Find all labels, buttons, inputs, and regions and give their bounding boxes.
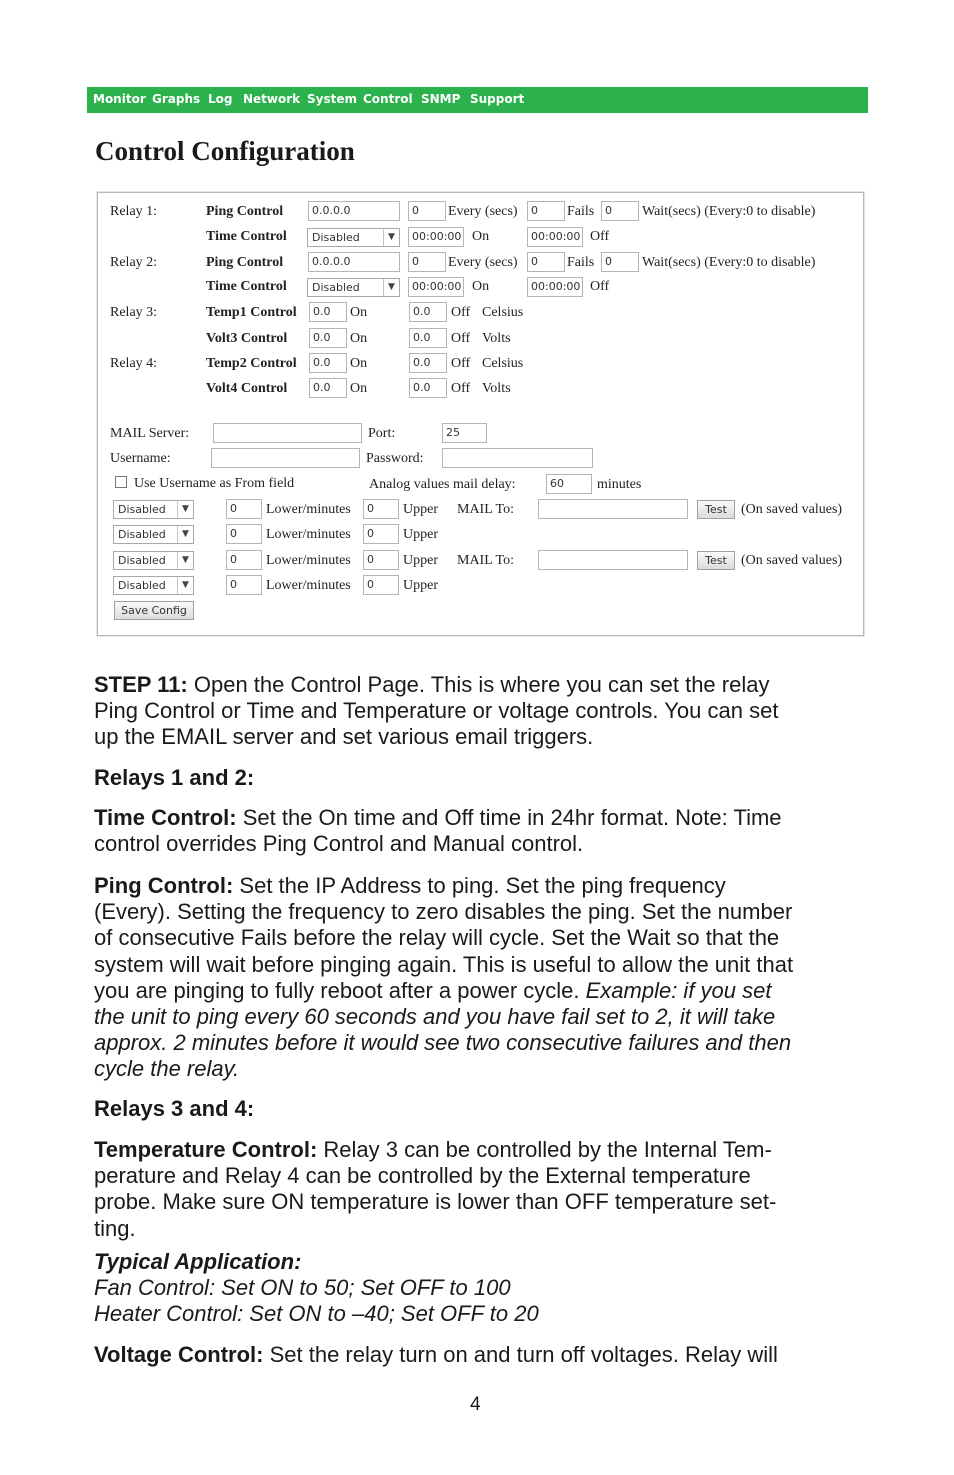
trigger1-test-button[interactable]: Test	[697, 500, 735, 519]
relay3-temp-off-input[interactable]: 0.0	[409, 302, 447, 322]
relay2-ping-every-input[interactable]: 0	[408, 252, 446, 272]
text-line: control overrides Ping Control and Manual control.	[94, 831, 584, 857]
relay3-temp-off-label: Off	[451, 305, 471, 320]
relay2-fails-label: Fails	[567, 255, 595, 270]
relay4-volt-unit: Volts	[482, 381, 511, 396]
trigger3-mode-select[interactable]	[113, 551, 194, 570]
relay1-off-time-input[interactable]: 00:00:00	[527, 227, 583, 247]
mail-server-label: MAIL Server:	[110, 426, 190, 441]
relay2-off-time-input[interactable]: 00:00:00	[527, 277, 583, 297]
text-line: perature and Relay 4 can be controlled by the External temperature	[94, 1163, 751, 1189]
trigger4-upper-input[interactable]: 0	[363, 575, 399, 595]
trigger1-lower-input[interactable]: 0	[226, 499, 262, 519]
mail-delay-input[interactable]: 60	[546, 474, 592, 494]
chevron-down-icon: ▼	[177, 577, 193, 594]
trigger4-lower-label: Lower/minutes	[266, 578, 351, 593]
relay3-volt-off-input[interactable]: 0.0	[409, 328, 447, 348]
relay2-time-mode-select[interactable]	[307, 278, 400, 297]
relay4-label: Relay 4:	[110, 356, 158, 371]
relay4-volt-off-label: Off	[451, 381, 471, 396]
relay3-volt-on-label: On	[350, 331, 368, 346]
trigger4-lower-input[interactable]: 0	[226, 575, 262, 595]
nav-system[interactable]: System	[307, 92, 357, 106]
text-line: (Every). Setting the frequency to zero disables the ping. Set the number	[94, 899, 793, 925]
relay1-time-mode-select[interactable]	[307, 228, 400, 247]
trigger1-upper-label: Upper	[403, 502, 438, 517]
relay4-temp-label: Temp2 Control	[206, 356, 297, 371]
relay3-label: Relay 3:	[110, 305, 158, 320]
trigger2-upper-label: Upper	[403, 527, 438, 542]
example-text: Example: if you set	[585, 977, 772, 1003]
relay4-volt-off-input[interactable]: 0.0	[409, 378, 447, 398]
relays12-heading: Relays 1 and 2:	[94, 765, 255, 790]
relay3-temp-label: Temp1 Control	[206, 305, 297, 320]
relay2-on-time-input[interactable]: 00:00:00	[408, 277, 464, 297]
relay4-volt-on-input[interactable]: 0.0	[309, 378, 347, 398]
trigger1-mode-select[interactable]	[113, 500, 194, 519]
text-line: Open the Control Page. This is where you can set the relay	[187, 672, 770, 697]
relay2-wait-label: Wait(secs) (Every:0 to disable)	[642, 255, 816, 270]
relay2-label: Relay 2:	[110, 255, 158, 270]
page-title: Control Configuration	[95, 136, 355, 166]
trigger1-lower-label: Lower/minutes	[266, 502, 351, 517]
trigger3-mail-to-label: MAIL To:	[457, 553, 514, 568]
trigger3-mail-to-input[interactable]	[538, 550, 688, 570]
trigger3-upper-input[interactable]: 0	[363, 550, 399, 570]
nav-monitor[interactable]: Monitor	[93, 92, 146, 106]
relay1-time-label: Time Control	[206, 229, 287, 244]
mail-server-input[interactable]	[213, 423, 362, 443]
relay3-volt-label: Volt3 Control	[206, 331, 288, 346]
username-input[interactable]	[211, 448, 360, 468]
text-line: Ping Control or Time and Temperature or voltage controls. You can set	[94, 698, 779, 724]
nav-snmp[interactable]: SNMP	[421, 92, 461, 106]
relay1-label: Relay 1:	[110, 204, 158, 219]
relay3-temp-on-label: On	[350, 305, 368, 320]
voltage-control-paragraph	[94, 1342, 864, 1368]
relay1-ping-ip-input[interactable]: 0.0.0.0	[308, 201, 400, 221]
text-line: probe. Make sure ON temperature is lower than OFF temperature set-	[94, 1189, 777, 1215]
temperature-control-heading: Temperature Control:	[94, 1137, 318, 1162]
typical-application	[94, 1249, 864, 1328]
chevron-down-icon: ▼	[383, 229, 399, 246]
time-control-paragraph	[94, 805, 864, 857]
username-label: Username:	[110, 451, 171, 466]
relay4-temp-on-input[interactable]: 0.0	[309, 353, 347, 373]
trigger1-note: (On saved values)	[741, 502, 843, 517]
relay1-on-time-input[interactable]: 00:00:00	[408, 227, 464, 247]
password-input[interactable]	[442, 448, 593, 468]
trigger3-lower-input[interactable]: 0	[226, 550, 262, 570]
port-input[interactable]: 25	[442, 423, 487, 443]
relay4-volt-label: Volt4 Control	[206, 381, 288, 396]
relay2-ping-wait-input[interactable]: 0	[601, 252, 639, 272]
text-line: ting.	[94, 1215, 136, 1241]
example-text: cycle the relay.	[94, 1056, 240, 1082]
chevron-down-icon: ▼	[383, 279, 399, 296]
page-number: 4	[470, 1394, 481, 1415]
relay2-ping-fails-input[interactable]: 0	[527, 252, 565, 272]
relay4-temp-unit: Celsius	[482, 356, 524, 371]
relay4-temp-off-input[interactable]: 0.0	[409, 353, 447, 373]
temperature-control-paragraph	[94, 1137, 864, 1242]
ping-control-paragraph	[94, 873, 864, 1083]
relay1-fails-label: Fails	[567, 204, 595, 219]
trigger4-upper-label: Upper	[403, 578, 438, 593]
relay2-time-label: Time Control	[206, 279, 287, 294]
port-label: Port:	[368, 426, 396, 441]
relay3-volt-unit: Volts	[482, 331, 511, 346]
typical-application-heading: Typical Application:	[94, 1249, 302, 1274]
save-config-button[interactable]: Save Config	[114, 601, 194, 620]
chevron-down-icon: ▼	[177, 552, 193, 569]
trigger4-mode-select[interactable]	[113, 576, 194, 595]
trigger2-upper-input[interactable]: 0	[363, 524, 399, 544]
trigger3-mode-value: Disabled	[118, 554, 166, 567]
relay2-every-label: Every (secs)	[448, 255, 518, 270]
text-line: you are pinging to fully reboot after a power cycle.	[94, 977, 586, 1003]
trigger3-test-button[interactable]: Test	[697, 551, 735, 570]
nav-network[interactable]: Network	[243, 92, 301, 106]
relay1-every-label: Every (secs)	[448, 204, 518, 219]
step11-paragraph	[94, 672, 864, 751]
relay1-on-label: On	[472, 229, 490, 244]
relay1-wait-label: Wait(secs) (Every:0 to disable)	[642, 204, 816, 219]
nav-graphs[interactable]: Graphs	[152, 92, 201, 106]
nav-support[interactable]: Support	[470, 92, 525, 106]
step11-heading: STEP 11:	[94, 672, 188, 697]
relays34-heading: Relays 3 and 4:	[94, 1096, 255, 1121]
time-control-heading: Time Control:	[94, 805, 237, 830]
nav-control[interactable]: Control	[363, 92, 413, 106]
text-line: Set the IP Address to ping. Set the ping frequency	[233, 873, 726, 898]
text-line: of consecutive Fails before the relay will cycle. Set the Wait so that the	[94, 925, 780, 951]
text-line: Heater Control: Set ON to –40; Set OFF to 20	[94, 1301, 539, 1327]
example-text: approx. 2 minutes before it would see two consecutive failures and then	[94, 1030, 792, 1056]
relay2-ping-ip-input[interactable]: 0.0.0.0	[308, 252, 400, 272]
relay2-time-mode-value: Disabled	[312, 281, 360, 294]
mail-delay-label: Analog values mail delay:	[369, 477, 516, 492]
text-line: system will wait before pinging again. This is useful to allow the unit that	[94, 951, 794, 977]
relay2-on-label: On	[472, 279, 490, 294]
relay3-temp-on-input[interactable]: 0.0	[309, 302, 347, 322]
use-username-checkbox[interactable]	[115, 476, 127, 488]
text-line: Fan Control: Set ON to 50; Set OFF to 100	[94, 1275, 511, 1301]
relay2-ping-label: Ping Control	[206, 255, 284, 270]
relay2-off-label: Off	[590, 279, 610, 294]
relay4-volt-on-label: On	[350, 381, 368, 396]
trigger1-mail-to-label: MAIL To:	[457, 502, 514, 517]
use-username-label: Use Username as From field	[134, 476, 295, 491]
trigger1-mode-value: Disabled	[118, 503, 166, 516]
ping-control-heading: Ping Control:	[94, 873, 234, 898]
example-text: the unit to ping every 60 seconds and you have fail set to 2, it will take	[94, 1004, 776, 1030]
voltage-control-heading: Voltage Control:	[94, 1342, 264, 1367]
relay1-ping-fails-input[interactable]: 0	[527, 201, 565, 221]
chevron-down-icon: ▼	[177, 526, 193, 543]
trigger1-mail-to-input[interactable]	[538, 499, 688, 519]
relay1-ping-label: Ping Control	[206, 204, 284, 219]
nav-bar	[87, 87, 868, 113]
mail-delay-unit: minutes	[597, 477, 642, 492]
text-line: Set the relay turn on and turn off voltages. Relay will	[263, 1342, 778, 1367]
trigger3-lower-label: Lower/minutes	[266, 553, 351, 568]
relay3-temp-unit: Celsius	[482, 305, 524, 320]
trigger2-lower-label: Lower/minutes	[266, 527, 351, 542]
relay1-time-mode-value: Disabled	[312, 231, 360, 244]
password-label: Password:	[366, 451, 424, 466]
trigger2-lower-input[interactable]: 0	[226, 524, 262, 544]
relay4-temp-off-label: Off	[451, 356, 471, 371]
nav-log[interactable]: Log	[208, 92, 233, 106]
trigger1-upper-input[interactable]: 0	[363, 499, 399, 519]
relay4-temp-on-label: On	[350, 356, 368, 371]
chevron-down-icon: ▼	[177, 501, 193, 518]
trigger2-mode-value: Disabled	[118, 528, 166, 541]
relay1-ping-wait-input[interactable]: 0	[601, 201, 639, 221]
text-line: up the EMAIL server and set various email triggers.	[94, 724, 594, 750]
text-line: Relay 3 can be controlled by the Internal Tem-	[317, 1137, 772, 1162]
relay3-volt-off-label: Off	[451, 331, 471, 346]
trigger2-mode-select[interactable]	[113, 525, 194, 544]
trigger3-upper-label: Upper	[403, 553, 438, 568]
text-line: Set the On time and Off time in 24hr format. Note: Time	[236, 805, 782, 830]
trigger4-mode-value: Disabled	[118, 579, 166, 592]
trigger3-note: (On saved values)	[741, 553, 843, 568]
relay3-volt-on-input[interactable]: 0.0	[309, 328, 347, 348]
relay1-off-label: Off	[590, 229, 610, 244]
relay1-ping-every-input[interactable]: 0	[408, 201, 446, 221]
